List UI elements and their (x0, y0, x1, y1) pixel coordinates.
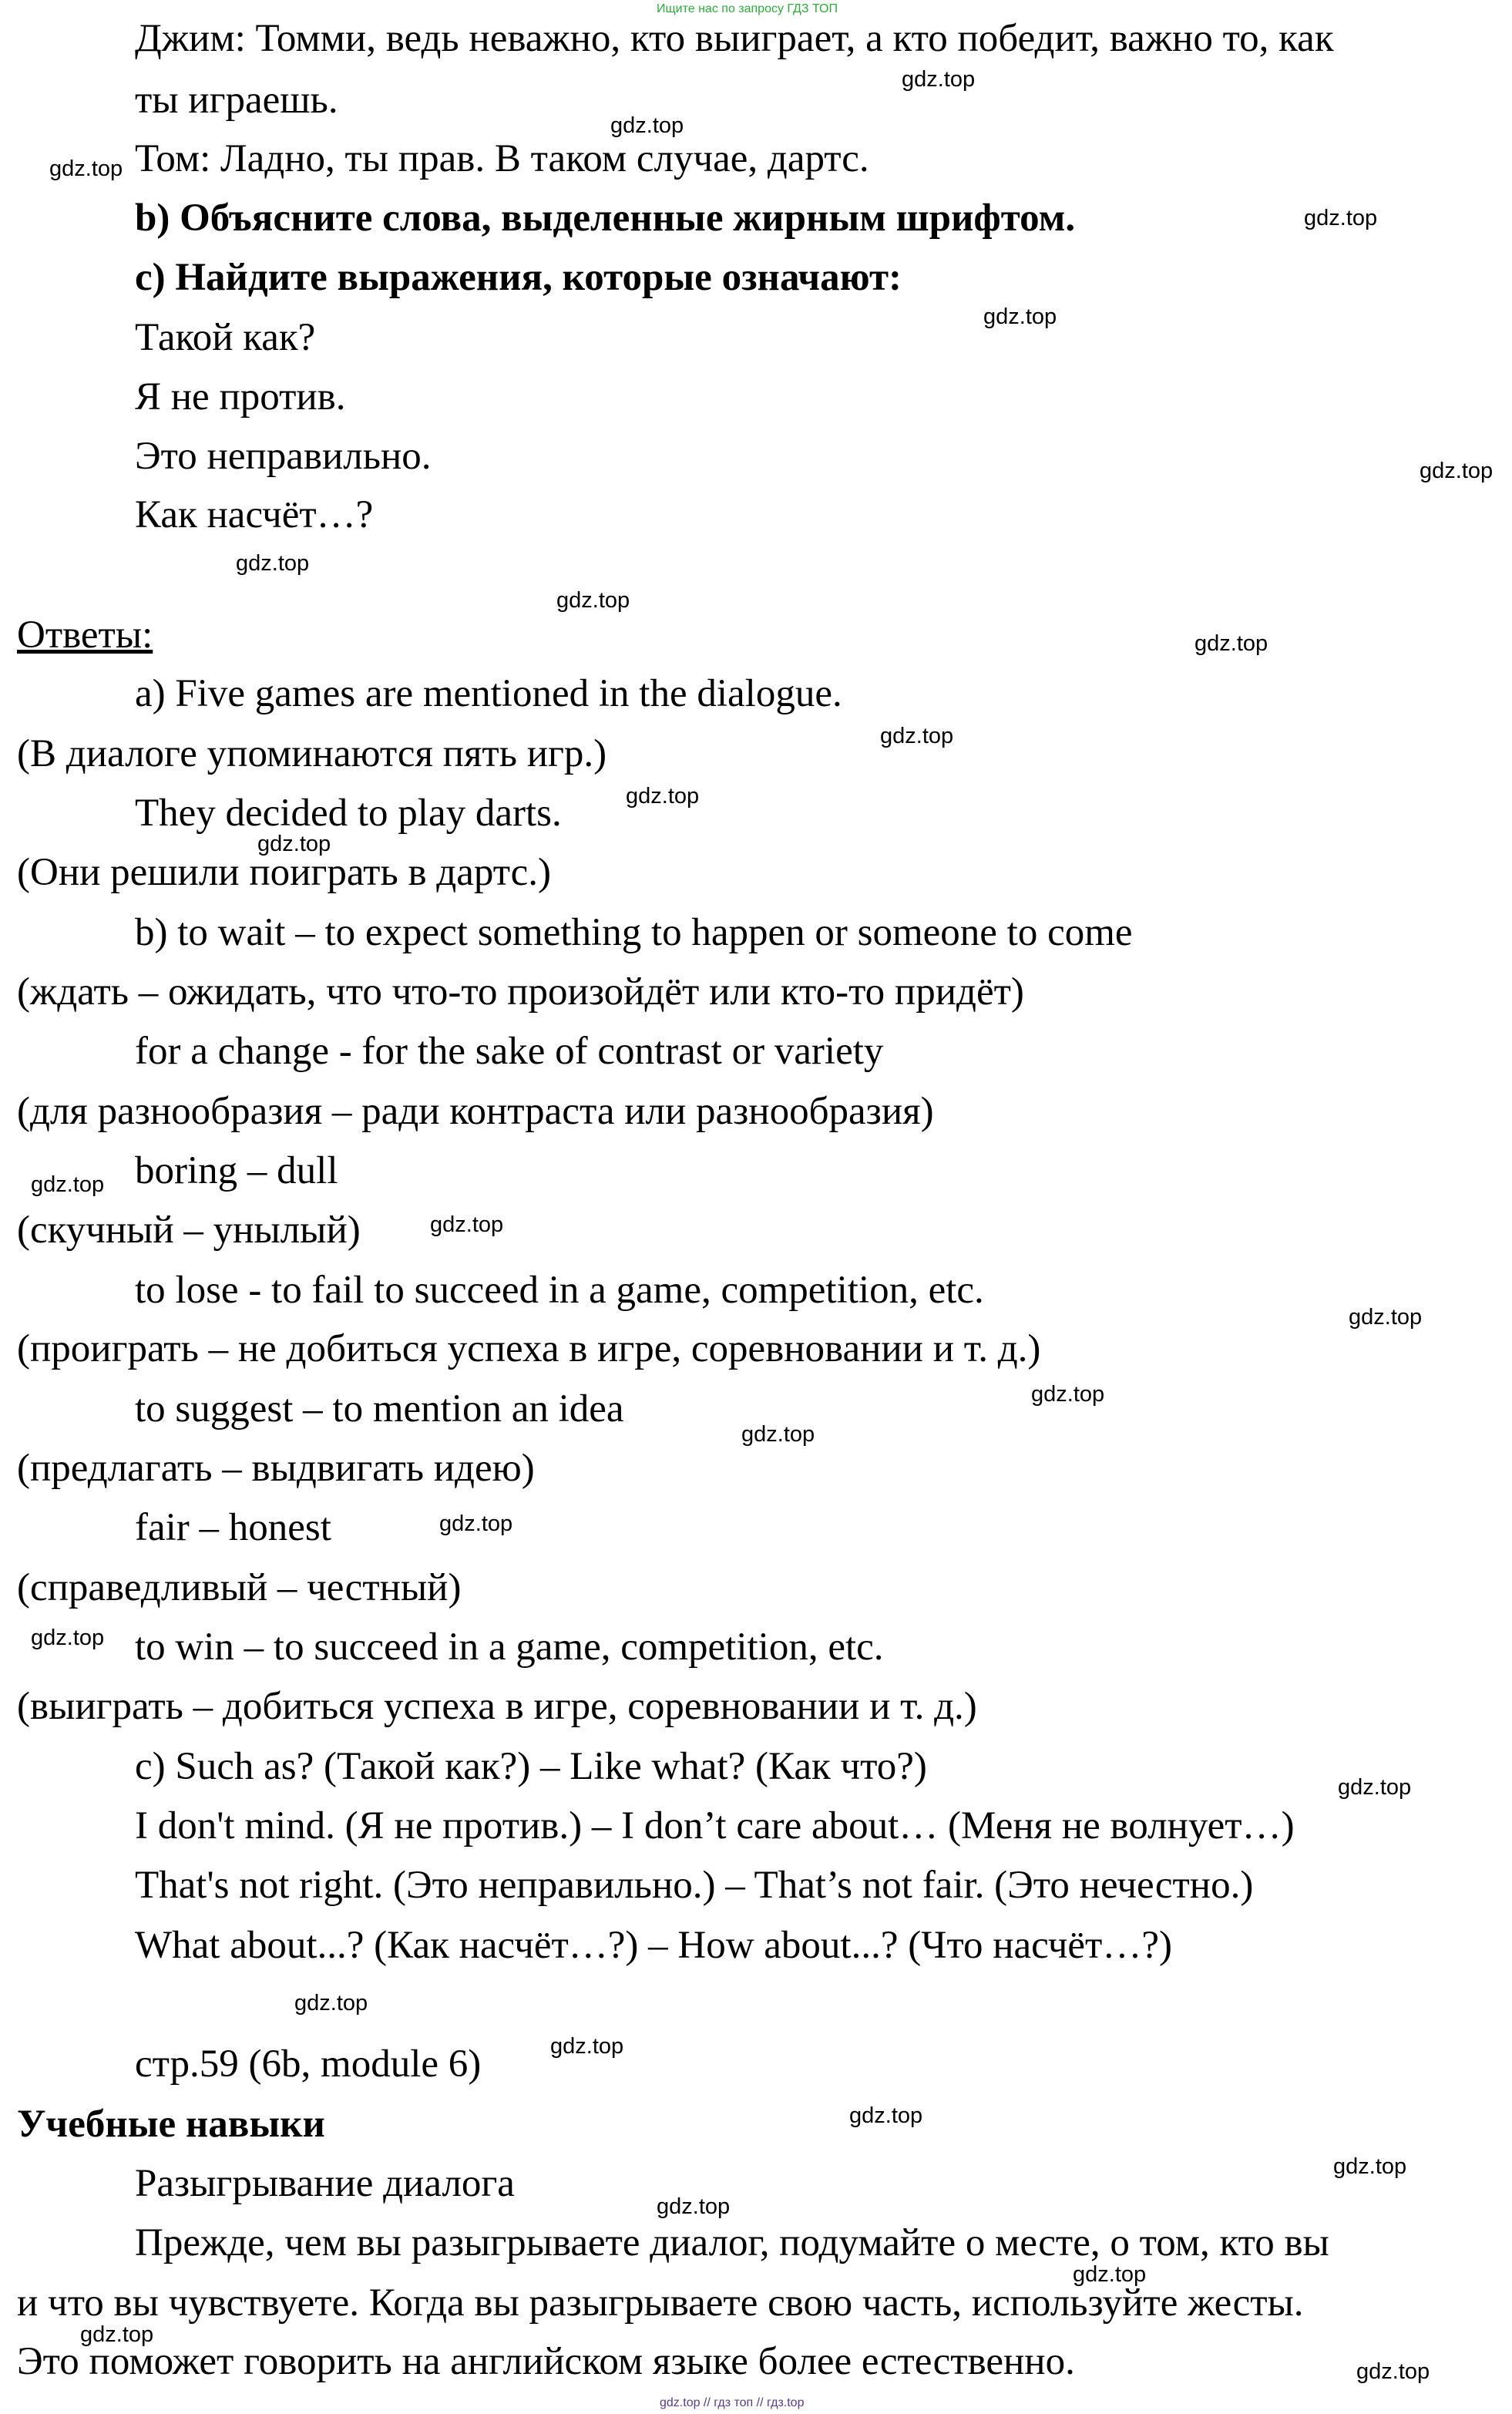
watermark: gdz.top (741, 1422, 815, 1447)
paragraph-line: Прежде, чем вы разыгрываете диалог, подумайте о месте, о том, кто вы (135, 2221, 1329, 2264)
watermark: gdz.top (1420, 459, 1494, 483)
watermark: gdz.top (626, 784, 700, 809)
watermark: gdz.top (49, 156, 123, 181)
watermark: gdz.top (1073, 2262, 1147, 2287)
watermark: gdz.top (430, 1212, 504, 1237)
c-instruction: c) Найдите выражения, которые означают: (135, 256, 902, 299)
answer-line: (справедливый – честный) (17, 1566, 462, 1609)
watermark: gdz.top (439, 1511, 513, 1536)
footer-text: gdz.top // гдз топ // гдз.top (660, 2396, 805, 2409)
watermark: gdz.top (1356, 2359, 1430, 2384)
answer-line: for a change - for the sake of contrast or variety (135, 1030, 884, 1073)
answer-line: (ждать – ожидать, что что-то произойдёт или кто-то придёт) (17, 970, 1024, 1014)
answer-line: b) to wait – to expect something to happen or someone to come (135, 911, 1133, 954)
paragraph-line: Это поможет говорить на английском языке более естественно. (17, 2340, 1075, 2383)
watermark: gdz.top (983, 304, 1057, 329)
answer-line: to lose - to fail to succeed in a game, competition, etc. (135, 1269, 984, 1312)
watermark: gdz.top (1304, 206, 1378, 230)
answer-line: I don't mind. (Я не против.) – I don’t care about… (Меня не волнует…) (135, 1804, 1295, 1847)
watermark: gdz.top (1338, 1775, 1412, 1800)
answer-line: They decided to play darts. (135, 792, 562, 835)
watermark: gdz.top (550, 2034, 624, 2059)
answer-line: a) Five games are mentioned in the dialogue. (135, 672, 842, 715)
answer-line: c) Such as? (Такой как?) – Like what? (Как что?) (135, 1745, 927, 1788)
watermark: gdz.top (1349, 1305, 1423, 1330)
section-heading: Учебные навыки (17, 2103, 325, 2146)
watermark: gdz.top (80, 2322, 154, 2347)
watermark: gdz.top (31, 1626, 105, 1650)
answer-line: (для разнообразия – ради контраста или разнообразия) (17, 1090, 934, 1133)
watermark: gdz.top (610, 113, 684, 138)
watermark: gdz.top (31, 1172, 105, 1197)
expression-item: Это неправильно. (135, 435, 432, 478)
watermark: gdz.top (1333, 2154, 1407, 2179)
answer-line: to win – to succeed in a game, competition, etc. (135, 1626, 884, 1669)
watermark: gdz.top (1194, 631, 1268, 656)
watermark: gdz.top (294, 1991, 368, 2016)
answer-line: That's not right. (Это неправильно.) – That’s not fair. (Это нечестно.) (135, 1864, 1254, 1907)
answer-line: What about...? (Как насчёт…?) – How about...? (Что насчёт…?) (135, 1924, 1172, 1967)
expression-item: Я не против. (135, 375, 346, 419)
answer-line: fair – honest (135, 1506, 331, 1549)
watermark: gdz.top (849, 2103, 923, 2128)
watermark: gdz.top (556, 588, 630, 613)
watermark: gdz.top (902, 67, 976, 92)
paragraph-line: и что вы чувствуете. Когда вы разыгрываете свою часть, используйте жесты. (17, 2281, 1304, 2325)
answer-line: (Они решили поиграть в дартс.) (17, 851, 551, 894)
answer-line: (проиграть – не добиться успеха в игре, соревновании и т. д.) (17, 1327, 1041, 1370)
jim-line-1: Джим: Томми, ведь неважно, кто выиграет, а кто победит, важно то, как (135, 17, 1334, 60)
watermark: gdz.top (657, 2194, 731, 2219)
section-subheading: Разыгрывание диалога (135, 2162, 515, 2205)
answers-heading: Ответы: (17, 614, 153, 657)
b-instruction: b) Объясните слова, выделенные жирным шрифтом. (135, 197, 1076, 240)
answer-line: (скучный – унылый) (17, 1209, 361, 1252)
answer-line: (В диалоге упоминаются пять игр.) (17, 732, 607, 775)
answer-line: to suggest – to mention an idea (135, 1387, 624, 1431)
watermark: gdz.top (1031, 1382, 1105, 1407)
expression-item: Как насчёт…? (135, 493, 374, 536)
answer-line: (выиграть – добиться успеха в игре, соревновании и т. д.) (17, 1685, 977, 1728)
expression-item: Такой как? (135, 316, 316, 359)
page-reference: стр.59 (6b, module 6) (135, 2042, 482, 2086)
watermark: gdz.top (880, 724, 954, 748)
watermark: gdz.top (236, 551, 310, 576)
top-search-note: Ищите нас по запросу ГДЗ ТОП (657, 2, 838, 15)
answer-line: (предлагать – выдвигать идею) (17, 1447, 535, 1490)
watermark: gdz.top (257, 832, 331, 856)
answer-line: boring – dull (135, 1149, 338, 1192)
jim-line-2: ты играешь. (135, 79, 338, 122)
tom-line: Том: Ладно, ты прав. В таком случае, дартс. (135, 137, 869, 180)
